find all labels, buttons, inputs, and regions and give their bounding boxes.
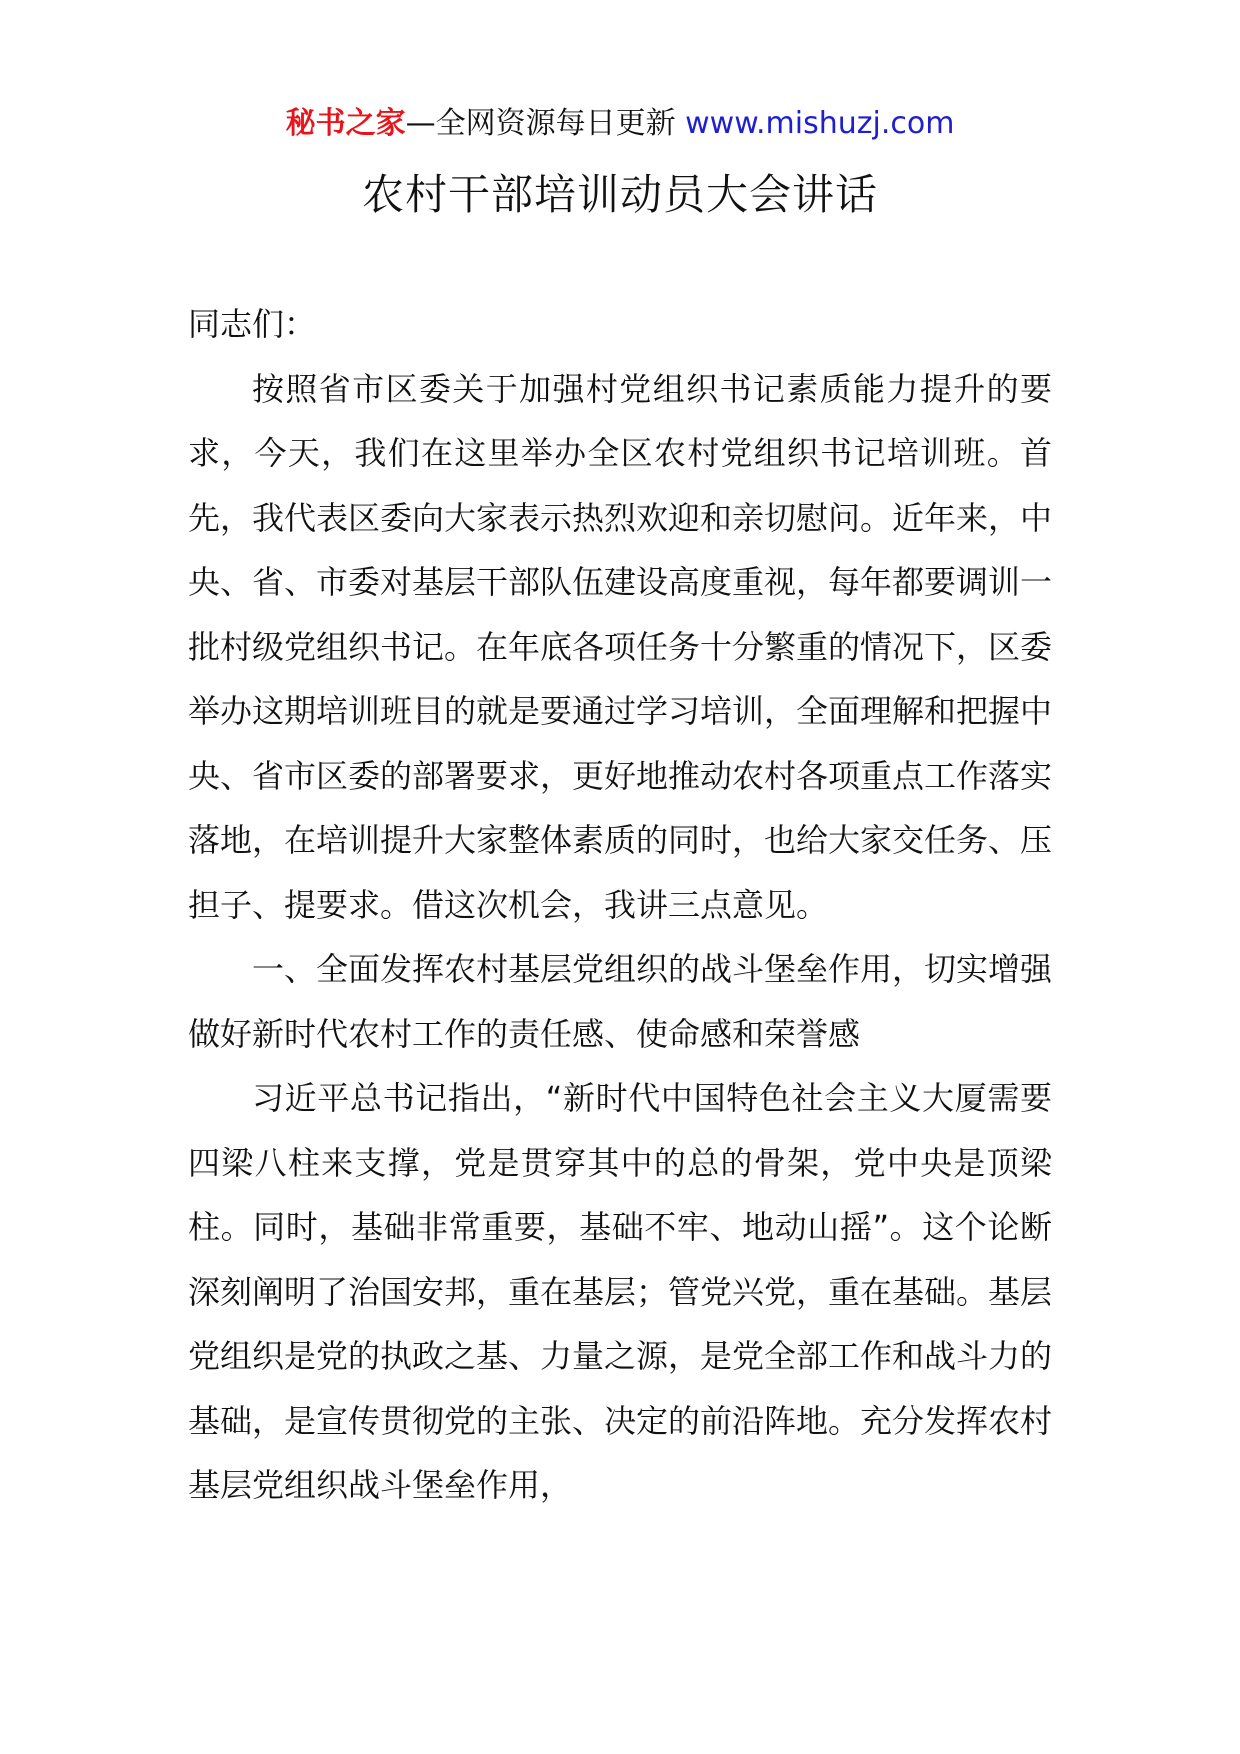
site-header [0,100,1240,148]
site-slogan: —全网资源每日更新 [405,106,686,141]
site-url-link[interactable]: www.mishuzj.com [685,106,955,141]
document-title: 农村干部培训动员大会讲话 [361,170,878,219]
section-heading: 一、全面发挥农村基层党组织的战斗堡垒作用，切实增强做好新时代农村工作的责任感、使命感和荣誉感 [188,950,1053,1053]
salutation: 同志们： [188,305,317,343]
document-body [188,292,1052,1518]
paragraph: 按照省市区委关于加强村党组织书记素质能力提升的要求，今天，我们在这里举办全区农村党组织书记培训班。首先，我代表区委向大家表示热烈欢迎和亲切慰问。近年来，中央、省、市委对基层干部队伍建设高度重视，每年都要调训一批村级党组织书记。在年底各项任务十分繁重的情况下，区委举办这期培训班目的就是要通过学习培训，全面理解和把握中央、省市区委的部署要求，更好地推动农村各项重点工作落实落地，在培训提升大家整体素质的同时，也给大家交任务、压担子、提要求。借这次机会，我讲三点意见。 [188,369,1053,924]
paragraph: 习近平总书记指出，“新时代中国特色社会主义大厦需要四梁八柱来支撑，党是贯穿其中的总的骨架，党中央是顶梁柱。同时，基础非常重要，基础不牢、地动山摇”。这个论断深刻阐明了治国安邦，重在基层；管党兴党，重在基础。基层党组织是党的执政之基、力量之源，是党全部工作和战斗力的基础，是宣传贯彻党的主张、决定的前沿阵地。充分发挥农村基层党组织战斗堡垒作用， [188,1079,1053,1504]
site-brand: 秘书之家 [285,106,406,141]
